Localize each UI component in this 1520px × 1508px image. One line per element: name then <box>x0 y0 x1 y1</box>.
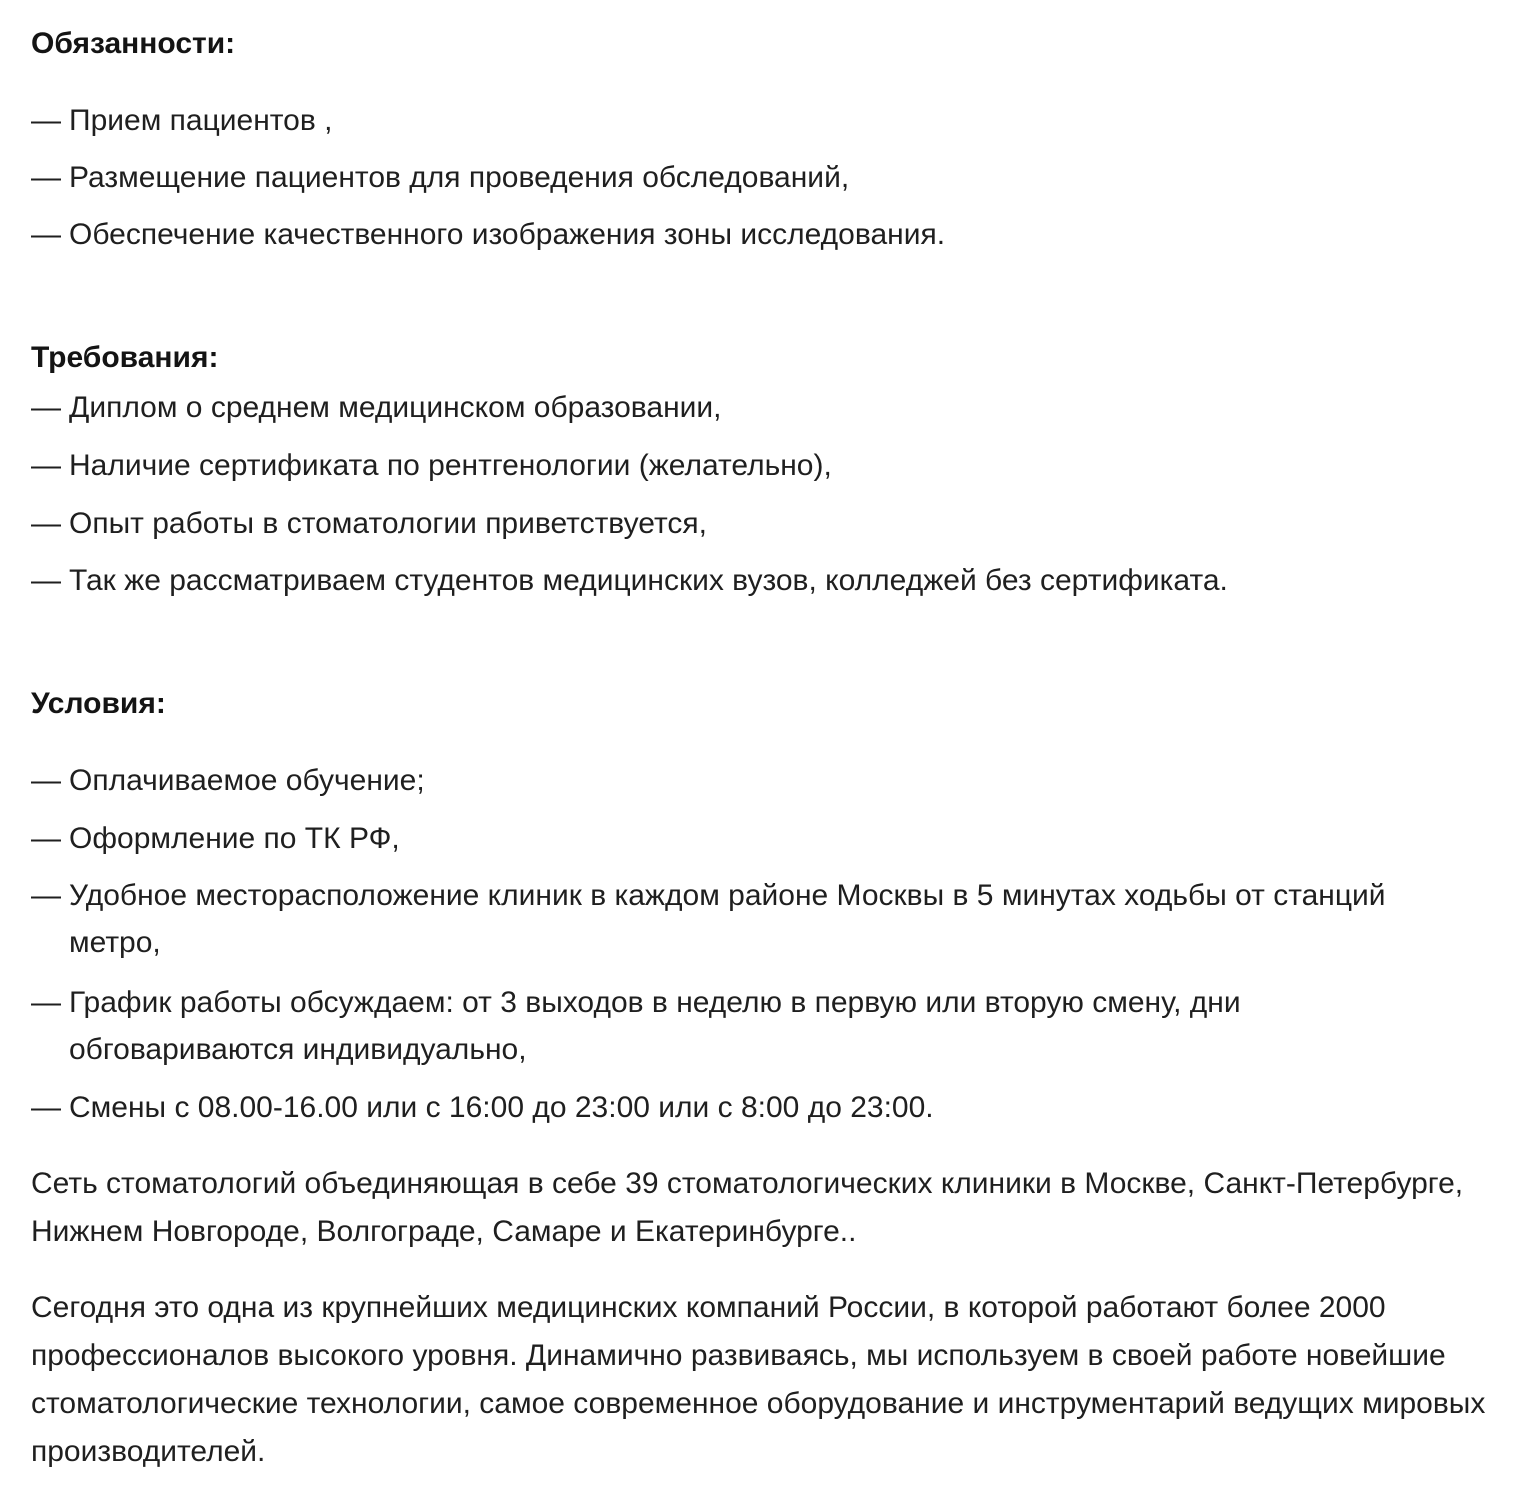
list-item <box>31 557 1491 604</box>
list-item <box>31 442 1491 489</box>
list-item-text: Оформление по ТК РФ, <box>69 822 400 855</box>
list-item-text: График работы обсуждаем: от 3 выходов в неделю в первую или вторую смену, дни обговариваются индивидуально, <box>69 986 1241 1066</box>
list-item-text: Смены с 08.00-16.00 или с 16:00 до 23:00 или с 8:00 до 23:00. <box>69 1091 934 1124</box>
list-item <box>31 211 1491 258</box>
list-item <box>31 815 1491 862</box>
list-item <box>31 97 1491 144</box>
about-paragraph: Сегодня это одна из крупнейших медицинских компаний России, в которой работают более 2000 профессионалов высокого уровня. Динамично развиваясь, мы используем в своей работе новейшие стоматологические технологии, самое современное оборудование и инструментарий ведущих мировых производителей. <box>31 1291 1486 1468</box>
dash-bullet: — <box>31 986 61 1019</box>
dash-bullet: — <box>31 764 61 797</box>
list-item-text: Удобное месторасположение клиник в каждом районе Москвы в 5 минутах ходьбы от станций метро, <box>69 879 1386 959</box>
dash-bullet: — <box>31 507 61 540</box>
dash-bullet: — <box>31 1091 61 1124</box>
list-item-text: Прием пациентов , <box>69 104 333 137</box>
list-item <box>31 872 1491 966</box>
dash-bullet: — <box>31 104 61 137</box>
requirements-heading: Требования: <box>31 341 219 374</box>
conditions-heading: Условия: <box>31 687 166 720</box>
dash-bullet: — <box>31 822 61 855</box>
dash-bullet: — <box>31 218 61 251</box>
list-item <box>31 154 1491 201</box>
duties-heading: Обязанности: <box>31 27 236 60</box>
dash-bullet: — <box>31 161 61 194</box>
list-item-text: Наличие сертификата по рентгенологии (желательно), <box>69 449 832 482</box>
dash-bullet: — <box>31 564 61 597</box>
list-item <box>31 384 1491 431</box>
list-item-text: Опыт работы в стоматологии приветствуется, <box>69 507 707 540</box>
list-item-text: Так же рассматриваем студентов медицинских вузов, колледжей без сертификата. <box>69 564 1228 597</box>
list-item-text: Обеспечение качественного изображения зоны исследования. <box>69 218 946 251</box>
dash-bullet: — <box>31 879 61 912</box>
list-item <box>31 757 1491 804</box>
list-item <box>31 979 1491 1073</box>
list-item-text: Оплачиваемое обучение; <box>69 764 425 797</box>
list-item <box>31 1084 1491 1131</box>
about-paragraph: Сеть стоматологий объединяющая в себе 39 стоматологических клиники в Москве, Санкт-Петербурге, Нижнем Новгороде, Волгограде, Самаре и Екатеринбурге.. <box>31 1167 1464 1248</box>
list-item-text: Размещение пациентов для проведения обследований, <box>69 161 850 194</box>
dash-bullet: — <box>31 449 61 482</box>
list-item <box>31 500 1491 547</box>
list-item-text: Диплом о среднем медицинском образовании, <box>69 391 722 424</box>
dash-bullet: — <box>31 391 61 424</box>
